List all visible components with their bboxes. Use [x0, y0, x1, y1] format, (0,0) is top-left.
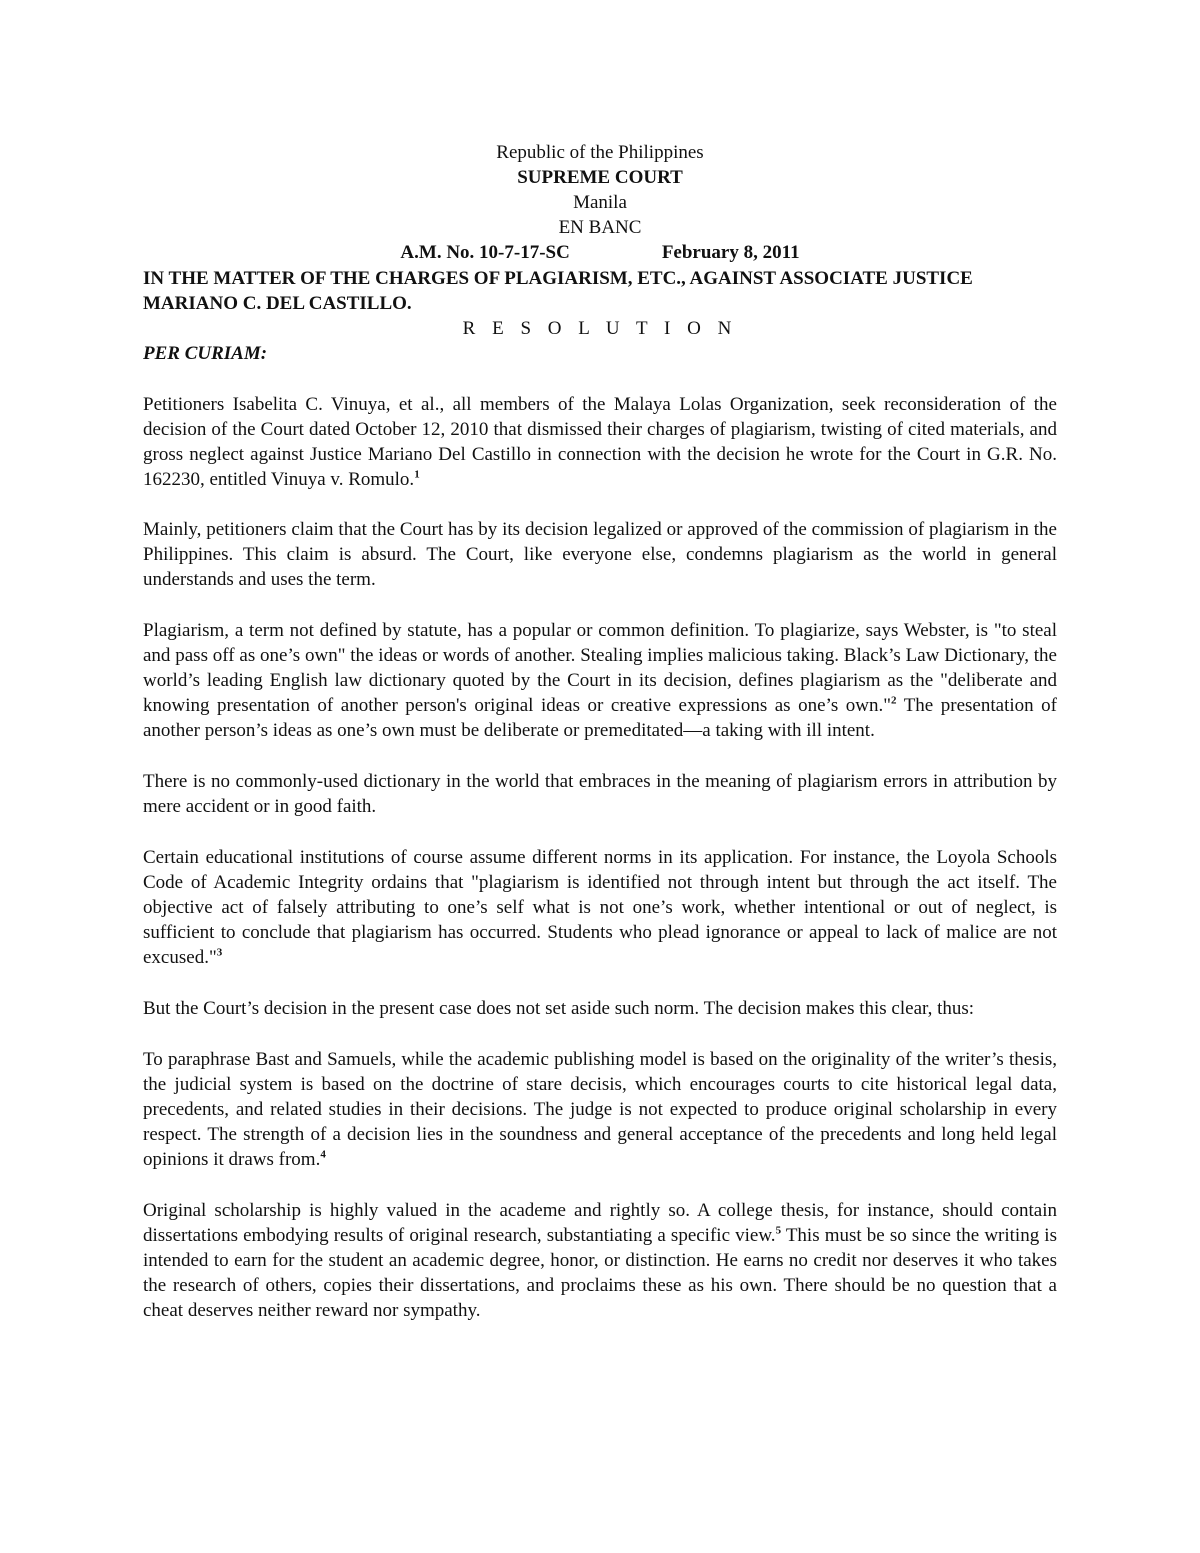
paragraph-7: To paraphrase Bast and Samuels, while the academic publishing model is based on the originality of the writer’s thesis, the judicial system is based on the doctrine of stare decisis, which encourages courts to cite historical legal data, precedents, and related studies in their decisions. The judge is not expected to produce original scholarship in every respect. The strength of a decision lies in the soundness and general acceptance of the precedents and long held legal opinions it draws from.$^4$ [143, 1049, 1057, 1170]
case-date: February 8, 2011 [661, 242, 800, 263]
footnote-ref-2[interactable]: 2 [891, 694, 897, 707]
footnote-ref-4[interactable]: 4 [320, 1148, 326, 1161]
court-city: Manila [573, 192, 627, 213]
case-title: IN THE MATTER OF THE CHARGES OF PLAGIARISM, ETC., AGAINST ASSOCIATE JUSTICE MARIANO C. DEL CASTILLO. [143, 268, 973, 314]
footnote-ref-3[interactable]: 3 [216, 946, 223, 959]
republic-line: Republic of the Philippines [496, 142, 704, 163]
paragraph-8: Original scholarship is highly valued in the academe and rightly so. A college thesis, for instance, should contain dissertations embodying results of original research, substantiating a specific view.$^5$ This must be so since the writing is intended to earn for the student an academic degree, honor, or distinction. He earns no credit nor deserves it who takes the research of others, copies their dissertations, and proclaims these as his own. There should be no question that a cheat deserves neither reward nor sympathy. [143, 1200, 1057, 1321]
case-number: A.M. No. 10-7-17-SC [400, 242, 570, 263]
paragraph-5: Certain educational institutions of course assume different norms in its application. For instance, the Loyola Schools Code of Academic Integrity ordains that "plagiarism is identified not through intent but through the act itself. The objective act of falsely attributing to one’s self what is not one’s work, whether intentional or out of neglect, is sufficient to conclude that plagiarism has occurred. Students who plead ignorance or appeal to lack of malice are not excused."$^3$ [143, 847, 1057, 968]
document-header [143, 140, 1057, 240]
footnote-ref-1[interactable]: 1 [414, 468, 420, 481]
footnote-ref-5[interactable]: 5 [775, 1224, 782, 1237]
resolution-heading: R E S O L U T I O N [462, 318, 738, 339]
paragraph-4: There is no commonly-used dictionary in the world that embraces in the meaning of plagiarism errors in attribution by mere accident or in good faith. [143, 771, 1057, 817]
case-number-line [143, 240, 1057, 266]
document-page [143, 140, 1057, 1323]
per-curiam-label: PER CURIAM: [143, 343, 268, 364]
court-division: EN BANC [558, 217, 642, 238]
paragraph-3: Plagiarism, a term not defined by statute, has a popular or common definition. To plagiarize, says Webster, is "to steal and pass off as one’s own" the ideas or words of another. Stealing implies malicious taking. Black’s Law Dictionary, the world’s leading English law dictionary quoted by the Court in its decision, defines plagiarism as the "deliberate and knowing presentation of another person's original ideas or creative expressions as one’s own."$^2$ The presentation of another person’s ideas as one’s own must be deliberate or premeditated—a taking with ill intent. [143, 620, 1057, 741]
paragraph-2: Mainly, petitioners claim that the Court has by its decision legalized or approved of the commission of plagiarism in the Philippines. This claim is absurd. The Court, like everyone else, condemns plagiarism as the world in general understands and uses the term. [143, 519, 1057, 590]
paragraph-1: Petitioners Isabelita C. Vinuya, et al., all members of the Malaya Lolas Organization, seek reconsideration of the decision of the Court dated October 12, 2010 that dismissed their charges of plagiarism, twisting of cited materials, and gross neglect against Justice Mariano Del Castillo in connection with the decision he wrote for the Court in G.R. No. 162230, entitled Vinuya v. Romulo.$^1$ [143, 394, 1057, 490]
court-name: SUPREME COURT [517, 167, 683, 188]
paragraph-6: But the Court’s decision in the present case does not set aside such norm. The decision makes this clear, thus: [143, 998, 975, 1019]
